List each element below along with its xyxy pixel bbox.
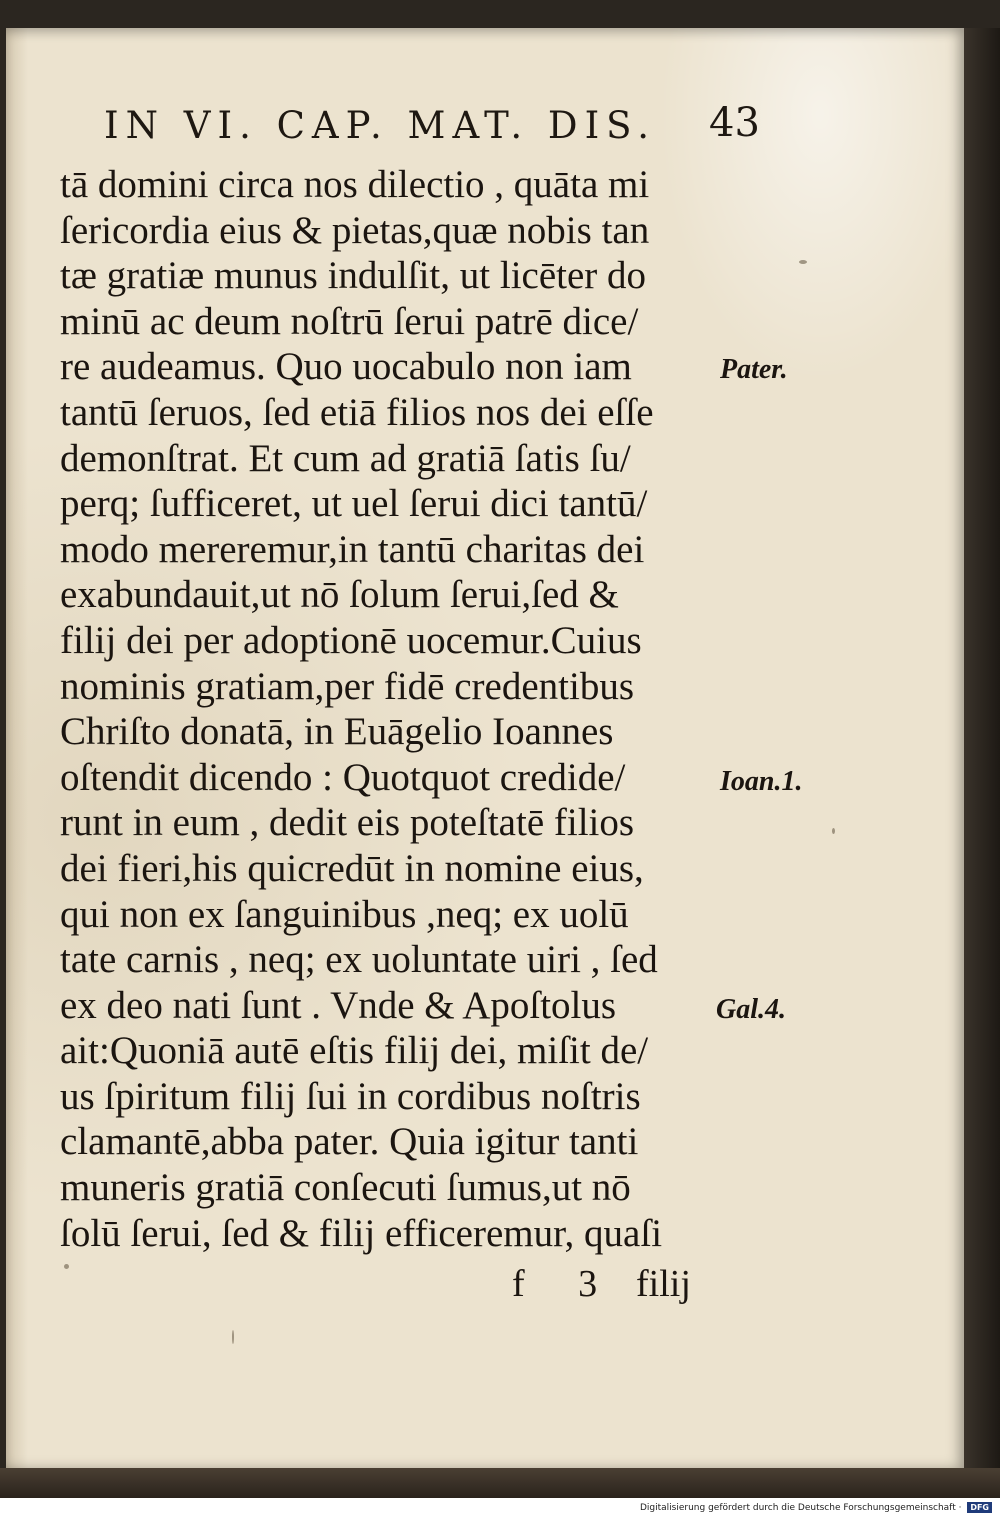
- catchline: [60, 1262, 710, 1312]
- text-line: modo mereremur,in tantū charitas dei: [60, 527, 645, 571]
- margin-note-gal: Gal.4.: [716, 994, 786, 1025]
- text-line: qui non ex ſanguinibus ,neq; ex uolū: [60, 892, 629, 936]
- text-line: filij dei per adoptionē uocemur.Cuius: [60, 618, 642, 662]
- text-line: minū ac deum noſtrū ſerui patrē dice/: [60, 299, 639, 343]
- text-line: re audeamus. Quo uocabulo non iam: [60, 345, 632, 389]
- text-line: tæ gratiæ munus indulſit, ut licēter do: [60, 254, 647, 298]
- text-line: exabundauit,ut nō ſolum ſerui,ſed &: [60, 573, 619, 617]
- paper-speck: [799, 260, 807, 264]
- footer-credit-text: Digitalisierung gefördert durch die Deutsche Forschungsgemeinschaft ·: [639, 1503, 962, 1513]
- margin-note-pater: Pater.: [720, 354, 788, 385]
- paper-speck: [832, 828, 835, 834]
- text-line: clamantē,abba pater. Quia igitur tanti: [60, 1120, 639, 1164]
- text-line: runt in eum , dedit eis poteſtatē filios: [60, 801, 635, 845]
- text-line: demonſtrat. Et cum ad gratiā ſatis ſu/: [60, 436, 631, 480]
- text-line: oſtendit dicendo : Quotquot credide/: [60, 755, 626, 799]
- text-line: perq; ſufficeret, ut uel ſerui dici tantū/: [60, 482, 648, 526]
- text-line: ex deo nati ſunt . Vnde & Apoſtolus: [60, 983, 617, 1027]
- running-head: [104, 100, 764, 160]
- text-line: ait:Quoniā autē eſtis filij dei, miſit de/: [60, 1029, 649, 1073]
- text-line: ſolū ſerui, ſed & filij efficeremur, quaſi: [60, 1211, 663, 1255]
- paper-speck: [232, 1330, 234, 1344]
- text-line: ſericordia eius & pietas,quæ nobis tan: [60, 208, 650, 252]
- running-title: IN VI. CAP. MAT. DIS.: [104, 104, 656, 147]
- catchword: filij: [636, 1263, 691, 1305]
- text-line: muneris gratiā conſecuti ſumus,ut nō: [60, 1166, 631, 1210]
- text-line: Chriſto donatā, in Euāgelio Ioannes: [60, 710, 614, 754]
- text-line: tantū ſeruos, ſed etiā filios nos dei eſſe: [60, 390, 654, 434]
- text-line: us ſpiritum filij ſui in cordibus noſtris: [60, 1074, 641, 1118]
- text-line: tate carnis , neq; ex uoluntate uiri , ſed: [60, 938, 658, 982]
- dfg-logo: DFG: [967, 1502, 992, 1513]
- signature-mark: f 3: [512, 1263, 620, 1305]
- book-bottom-edge: [0, 1468, 1000, 1498]
- body-text: [60, 162, 710, 1256]
- footer-credit: [640, 1501, 992, 1515]
- text-line: nominis gratiam,per fidē credentibus: [60, 664, 634, 708]
- text-line: tā domini circa nos dilectio , quāta mi: [60, 163, 650, 206]
- book-page-edge: [964, 28, 1000, 1468]
- text-line: dei fieri,his quicredūt in nomine eius,: [60, 846, 644, 890]
- margin-note-ioan: Ioan.1.: [720, 766, 803, 797]
- page-number: 43: [709, 100, 760, 146]
